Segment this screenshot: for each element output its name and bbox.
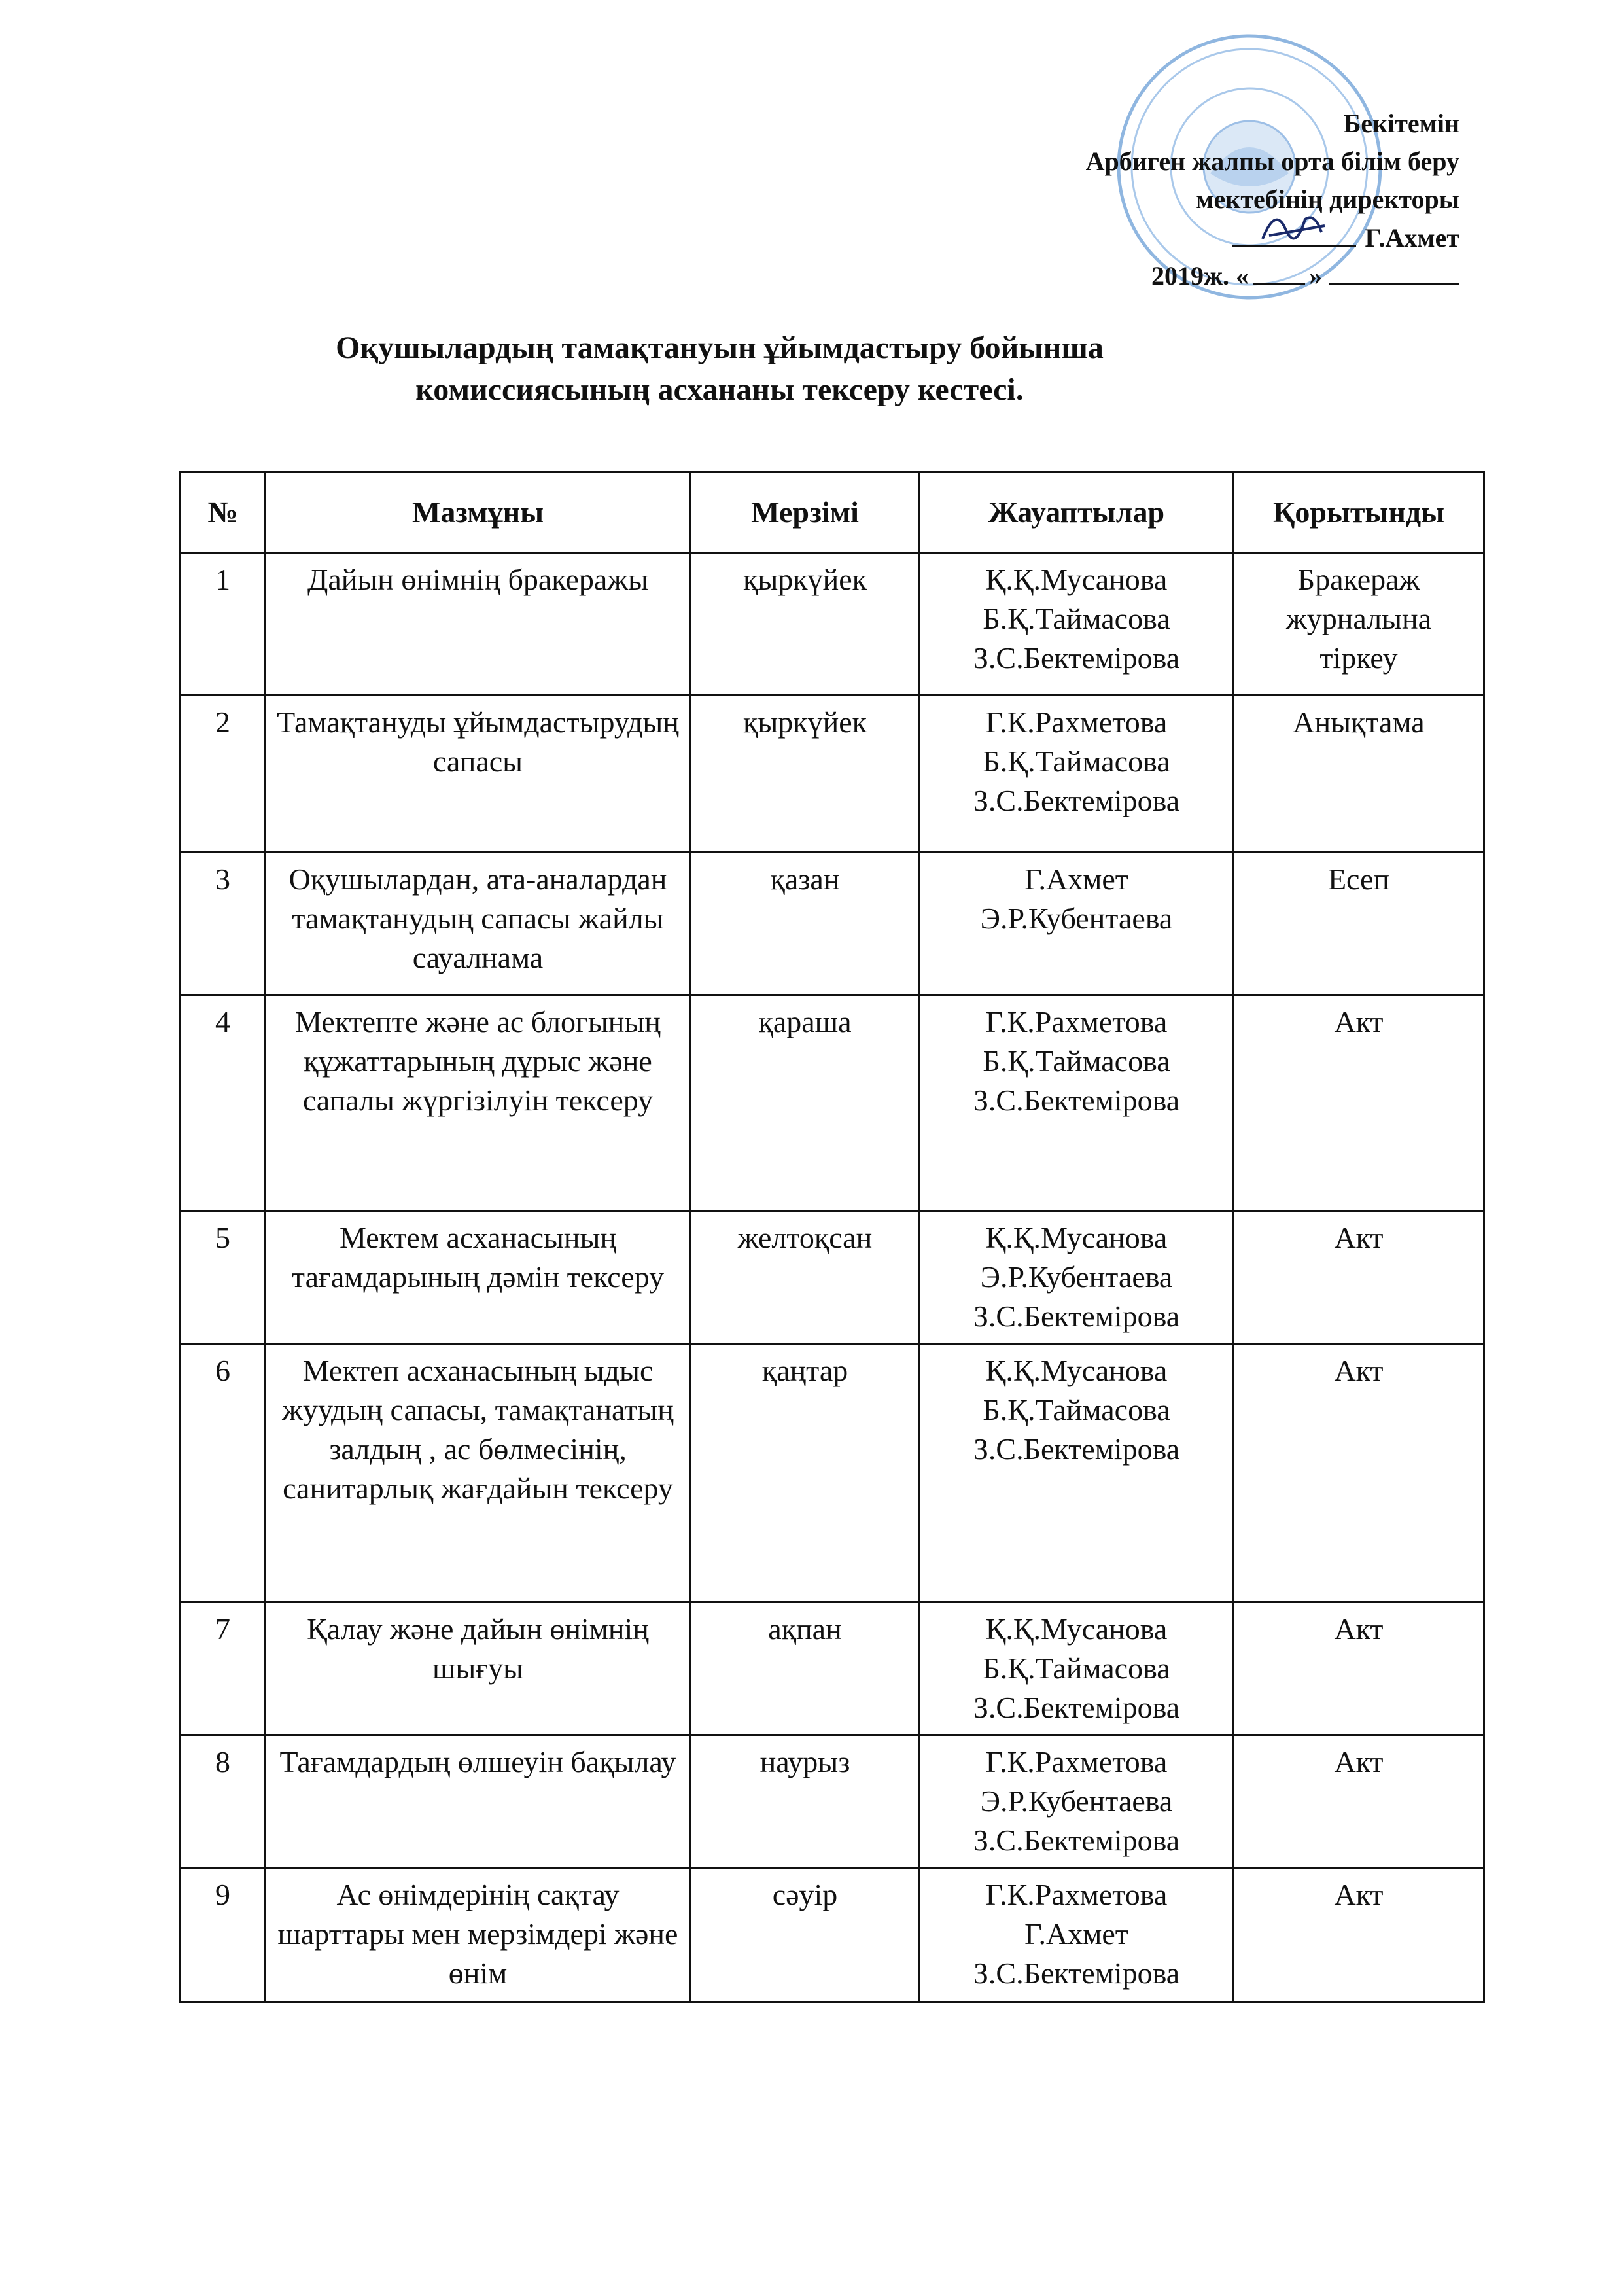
table-row xyxy=(181,1602,1484,1735)
title-line-2: комиссиясының асхананы тексеру кестесі. xyxy=(415,372,1024,407)
header-num: № xyxy=(181,472,266,553)
header-content: Мазмұны xyxy=(266,472,691,553)
row-content: Тамақтануды ұйымдастырудың сапасы xyxy=(266,696,691,853)
table-row xyxy=(181,1211,1484,1344)
responsible-person: Қ.Қ.Мусанова xyxy=(985,563,1168,596)
table-row xyxy=(181,1735,1484,1868)
document-title xyxy=(196,327,1243,411)
row-term: қыркүйек xyxy=(691,553,920,696)
row-result: Акт xyxy=(1234,1211,1484,1344)
row-number: 5 xyxy=(181,1211,266,1344)
responsible-person: Г.К.Рахметова xyxy=(985,1745,1168,1778)
approval-signature-line xyxy=(871,219,1459,257)
responsible-person: Г.Ахмет xyxy=(1024,862,1128,896)
responsible-person: Э.Р.Кубентаева xyxy=(980,902,1173,935)
row-number: 2 xyxy=(181,696,266,853)
responsible-person: Б.Қ.Таймасова xyxy=(983,602,1170,635)
row-responsible xyxy=(920,995,1234,1211)
table-body xyxy=(181,553,1484,2002)
row-number: 9 xyxy=(181,1868,266,2002)
row-responsible xyxy=(920,1211,1234,1344)
row-number: 4 xyxy=(181,995,266,1211)
table-row xyxy=(181,1868,1484,2002)
responsible-person: Э.Р.Кубентаева xyxy=(980,1260,1173,1294)
responsible-person: З.С.Бектемірова xyxy=(973,1691,1180,1724)
row-result: Акт xyxy=(1234,1344,1484,1602)
row-result: Бракераж журналына тіркеу xyxy=(1234,553,1484,696)
responsible-person: Б.Қ.Таймасова xyxy=(983,745,1170,778)
approval-block xyxy=(871,105,1459,295)
row-content: Ас өнімдерінің сақтау шарттары мен мерзімдері және өнім xyxy=(266,1868,691,2002)
row-term: қаңтар xyxy=(691,1344,920,1602)
row-content: Тағамдардың өлшеуін бақылау xyxy=(266,1735,691,1868)
responsible-person: З.С.Бектемірова xyxy=(973,784,1180,817)
title-line-1: Оқушылардың тамақтануын ұйымдастыру бойынша xyxy=(336,330,1104,365)
table-row xyxy=(181,696,1484,853)
row-responsible xyxy=(920,1602,1234,1735)
director-name: Г.Ахмет xyxy=(1365,223,1459,253)
director-signature xyxy=(1256,200,1335,252)
approval-date-line xyxy=(871,257,1459,295)
date-mid: » xyxy=(1309,261,1322,291)
row-content: Мектепте және ас блогының құжаттарының дұрыс және сапалы жүргізілуін тексеру xyxy=(266,995,691,1211)
row-term: қазан xyxy=(691,853,920,995)
row-responsible xyxy=(920,1344,1234,1602)
date-month-blank xyxy=(1329,259,1459,285)
table-header-row xyxy=(181,472,1484,553)
table-row xyxy=(181,853,1484,995)
row-term: сәуір xyxy=(691,1868,920,2002)
responsible-person: Г.Ахмет xyxy=(1024,1917,1128,1951)
responsible-person: Қ.Қ.Мусанова xyxy=(985,1221,1168,1254)
header-term: Мерзімі xyxy=(691,472,920,553)
row-term: қараша xyxy=(691,995,920,1211)
responsible-person: Г.К.Рахметова xyxy=(985,705,1168,739)
responsible-person: Г.К.Рахметова xyxy=(985,1878,1168,1911)
responsible-person: З.С.Бектемірова xyxy=(973,1432,1180,1466)
row-responsible xyxy=(920,1868,1234,2002)
row-number: 8 xyxy=(181,1735,266,1868)
row-term: наурыз xyxy=(691,1735,920,1868)
row-content: Мектем асханасының тағамдарының дәмін тексеру xyxy=(266,1211,691,1344)
approval-school: Арбиген жалпы орта білім беру xyxy=(1085,147,1459,176)
responsible-person: З.С.Бектемірова xyxy=(973,1824,1180,1857)
table-row xyxy=(181,995,1484,1211)
responsible-person: Қ.Қ.Мусанова xyxy=(985,1612,1168,1646)
row-responsible xyxy=(920,553,1234,696)
responsible-person: З.С.Бектемірова xyxy=(973,1084,1180,1117)
responsible-person: Г.К.Рахметова xyxy=(985,1005,1168,1038)
row-responsible xyxy=(920,1735,1234,1868)
row-result: Анықтама xyxy=(1234,696,1484,853)
row-number: 6 xyxy=(181,1344,266,1602)
row-number: 3 xyxy=(181,853,266,995)
row-content: Дайын өнімнің бракеражы xyxy=(266,553,691,696)
responsible-person: Қ.Қ.Мусанова xyxy=(985,1354,1168,1387)
row-content: Қалау және дайын өнімнің шығуы xyxy=(266,1602,691,1735)
row-result: Акт xyxy=(1234,1602,1484,1735)
responsible-person: Б.Қ.Таймасова xyxy=(983,1393,1170,1426)
inspection-schedule-table xyxy=(179,471,1485,2003)
row-number: 7 xyxy=(181,1602,266,1735)
row-content: Мектеп асханасының ыдыс жуудың сапасы, тамақтанатың залдың , ас бөлмесінің, санитарлық жағдайын тексеру xyxy=(266,1344,691,1602)
row-result: Акт xyxy=(1234,1868,1484,2002)
row-responsible xyxy=(920,853,1234,995)
responsible-person: З.С.Бектемірова xyxy=(973,641,1180,675)
table-row xyxy=(181,1344,1484,1602)
header-responsible: Жауаптылар xyxy=(920,472,1234,553)
responsible-person: З.С.Бектемірова xyxy=(973,1956,1180,1990)
row-result: Акт xyxy=(1234,995,1484,1211)
date-day-blank xyxy=(1253,259,1305,285)
row-content: Оқушылардан, ата-аналардан тамақтанудың сапасы жайлы сауалнама xyxy=(266,853,691,995)
date-prefix: 2019ж. « xyxy=(1151,261,1249,291)
row-number: 1 xyxy=(181,553,266,696)
row-term: ақпан xyxy=(691,1602,920,1735)
responsible-person: З.С.Бектемірова xyxy=(973,1299,1180,1333)
row-term: қыркүйек xyxy=(691,696,920,853)
row-result: Акт xyxy=(1234,1735,1484,1868)
row-responsible xyxy=(920,696,1234,853)
responsible-person: Б.Қ.Таймасова xyxy=(983,1651,1170,1685)
approval-title: Бекітемін xyxy=(1343,109,1459,138)
responsible-person: Б.Қ.Таймасова xyxy=(983,1044,1170,1078)
responsible-person: Э.Р.Кубентаева xyxy=(980,1784,1173,1818)
header-result: Қорытынды xyxy=(1234,472,1484,553)
row-result: Есеп xyxy=(1234,853,1484,995)
table-row xyxy=(181,553,1484,696)
approval-position: мектебінің директоры xyxy=(1196,185,1459,214)
row-term: желтоқсан xyxy=(691,1211,920,1344)
